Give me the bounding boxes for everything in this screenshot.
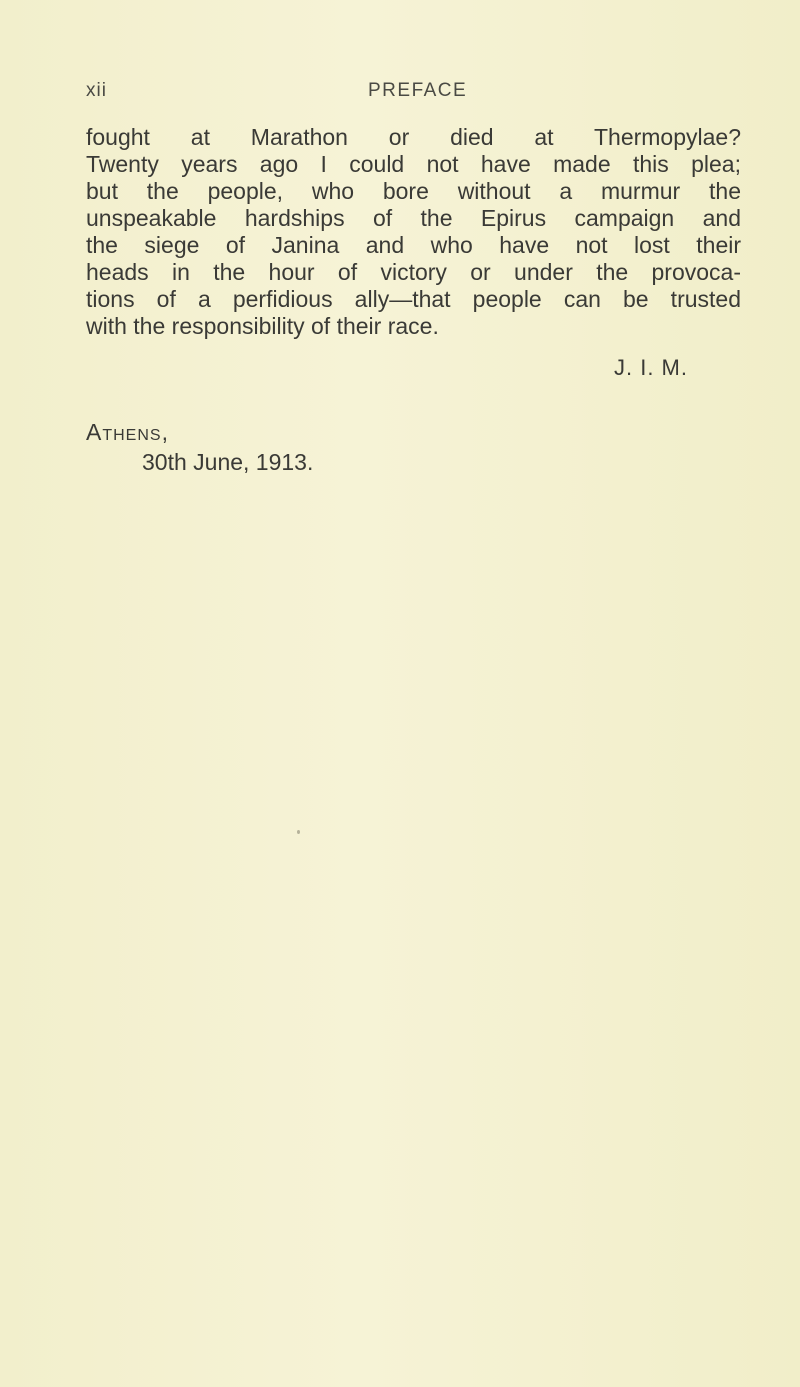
text-line: unspeakable hardships of the Epirus campaign and <box>86 205 741 231</box>
running-title: PREFACE <box>368 80 468 101</box>
preface-paragraph <box>86 124 741 340</box>
text-line: fought at Marathon or died at Thermopylae? <box>86 124 741 150</box>
author-initials: J. I. M. <box>614 355 688 380</box>
dateline-place: Athens, <box>86 419 169 445</box>
text-line: the siege of Janina and who have not lost their <box>86 232 741 258</box>
page-number: xii <box>86 80 107 101</box>
text-line: heads in the hour of victory or under the provoca- <box>86 259 741 285</box>
text-line: tions of a perfidious ally—that people can be trusted <box>86 286 741 312</box>
text-line: with the responsibility of their race. <box>86 313 439 339</box>
text-line: but the people, who bore without a murmur the <box>86 178 741 204</box>
paper-speck <box>297 830 300 834</box>
running-head <box>86 80 726 110</box>
dateline-date: 30th June, 1913. <box>142 449 314 475</box>
text-line: Twenty years ago I could not have made this plea; <box>86 151 741 177</box>
